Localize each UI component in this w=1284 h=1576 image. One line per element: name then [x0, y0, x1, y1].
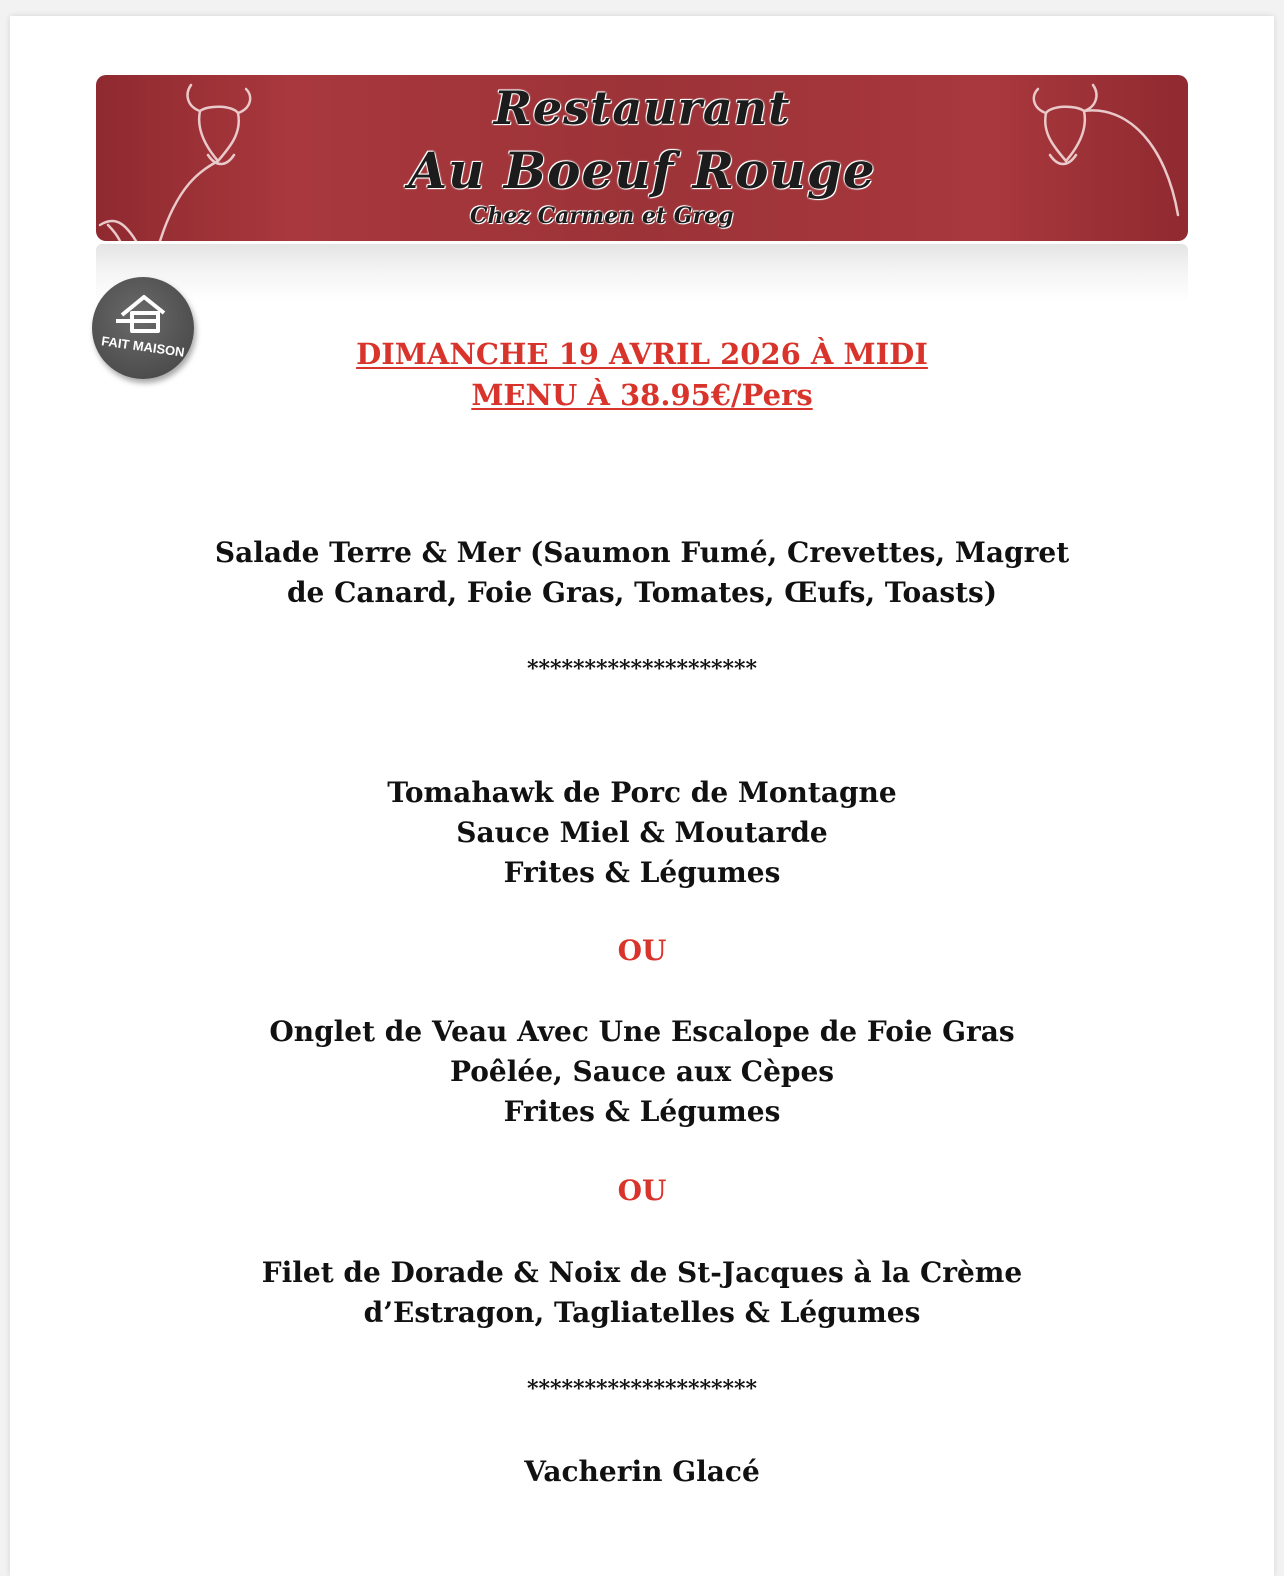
main3-line: Filet de Dorade & Noix de St-Jacques à la Crème — [261, 1256, 1023, 1289]
main2-line: Frites & Légumes — [503, 1095, 781, 1128]
main-course-1 — [10, 773, 1274, 893]
menu-heading — [10, 334, 1274, 416]
or-divider-2 — [10, 1174, 1274, 1207]
dessert-line: Vacherin Glacé — [524, 1455, 760, 1488]
separator-1 — [10, 656, 1274, 682]
main-course-3 — [10, 1253, 1274, 1333]
dessert-section — [10, 1452, 1274, 1492]
main1-line: Sauce Miel & Moutarde — [456, 816, 828, 849]
or-label: OU — [617, 934, 667, 967]
main3-line: d’Estragon, Tagliatelles & Légumes — [363, 1296, 921, 1329]
starter-section — [10, 533, 1274, 613]
separator: ******************** — [526, 656, 758, 682]
badge-label: FAIT MAISON — [100, 333, 186, 360]
menu-page — [10, 16, 1274, 1576]
menu-price: MENU À 38.95€/Pers — [471, 378, 813, 412]
main1-line: Frites & Légumes — [503, 856, 781, 889]
starter-line: Salade Terre & Mer (Saumon Fumé, Crevettes, Magret — [214, 536, 1070, 569]
or-label: OU — [617, 1174, 667, 1207]
main1-line: Tomahawk de Porc de Montagne — [387, 776, 897, 809]
main2-line: Onglet de Veau Avec Une Escalope de Foie Gras — [269, 1015, 1015, 1048]
banner-reflection — [96, 244, 1188, 302]
main-course-2 — [10, 1012, 1274, 1132]
restaurant-banner — [96, 75, 1188, 241]
separator: ******************** — [526, 1376, 758, 1402]
starter-line: de Canard, Foie Gras, Tomates, Œufs, Toasts) — [286, 576, 998, 609]
banner-title-restaurant: Restaurant — [493, 81, 791, 135]
separator-2 — [10, 1376, 1274, 1402]
banner-title-name: Au Boeuf Rouge — [408, 141, 876, 200]
or-divider-1 — [10, 934, 1274, 967]
banner-subtitle: Chez Carmen et Greg — [470, 203, 734, 229]
menu-date: DIMANCHE 19 AVRIL 2026 À MIDI — [356, 337, 928, 371]
main2-line: Poêlée, Sauce aux Cèpes — [449, 1055, 835, 1088]
